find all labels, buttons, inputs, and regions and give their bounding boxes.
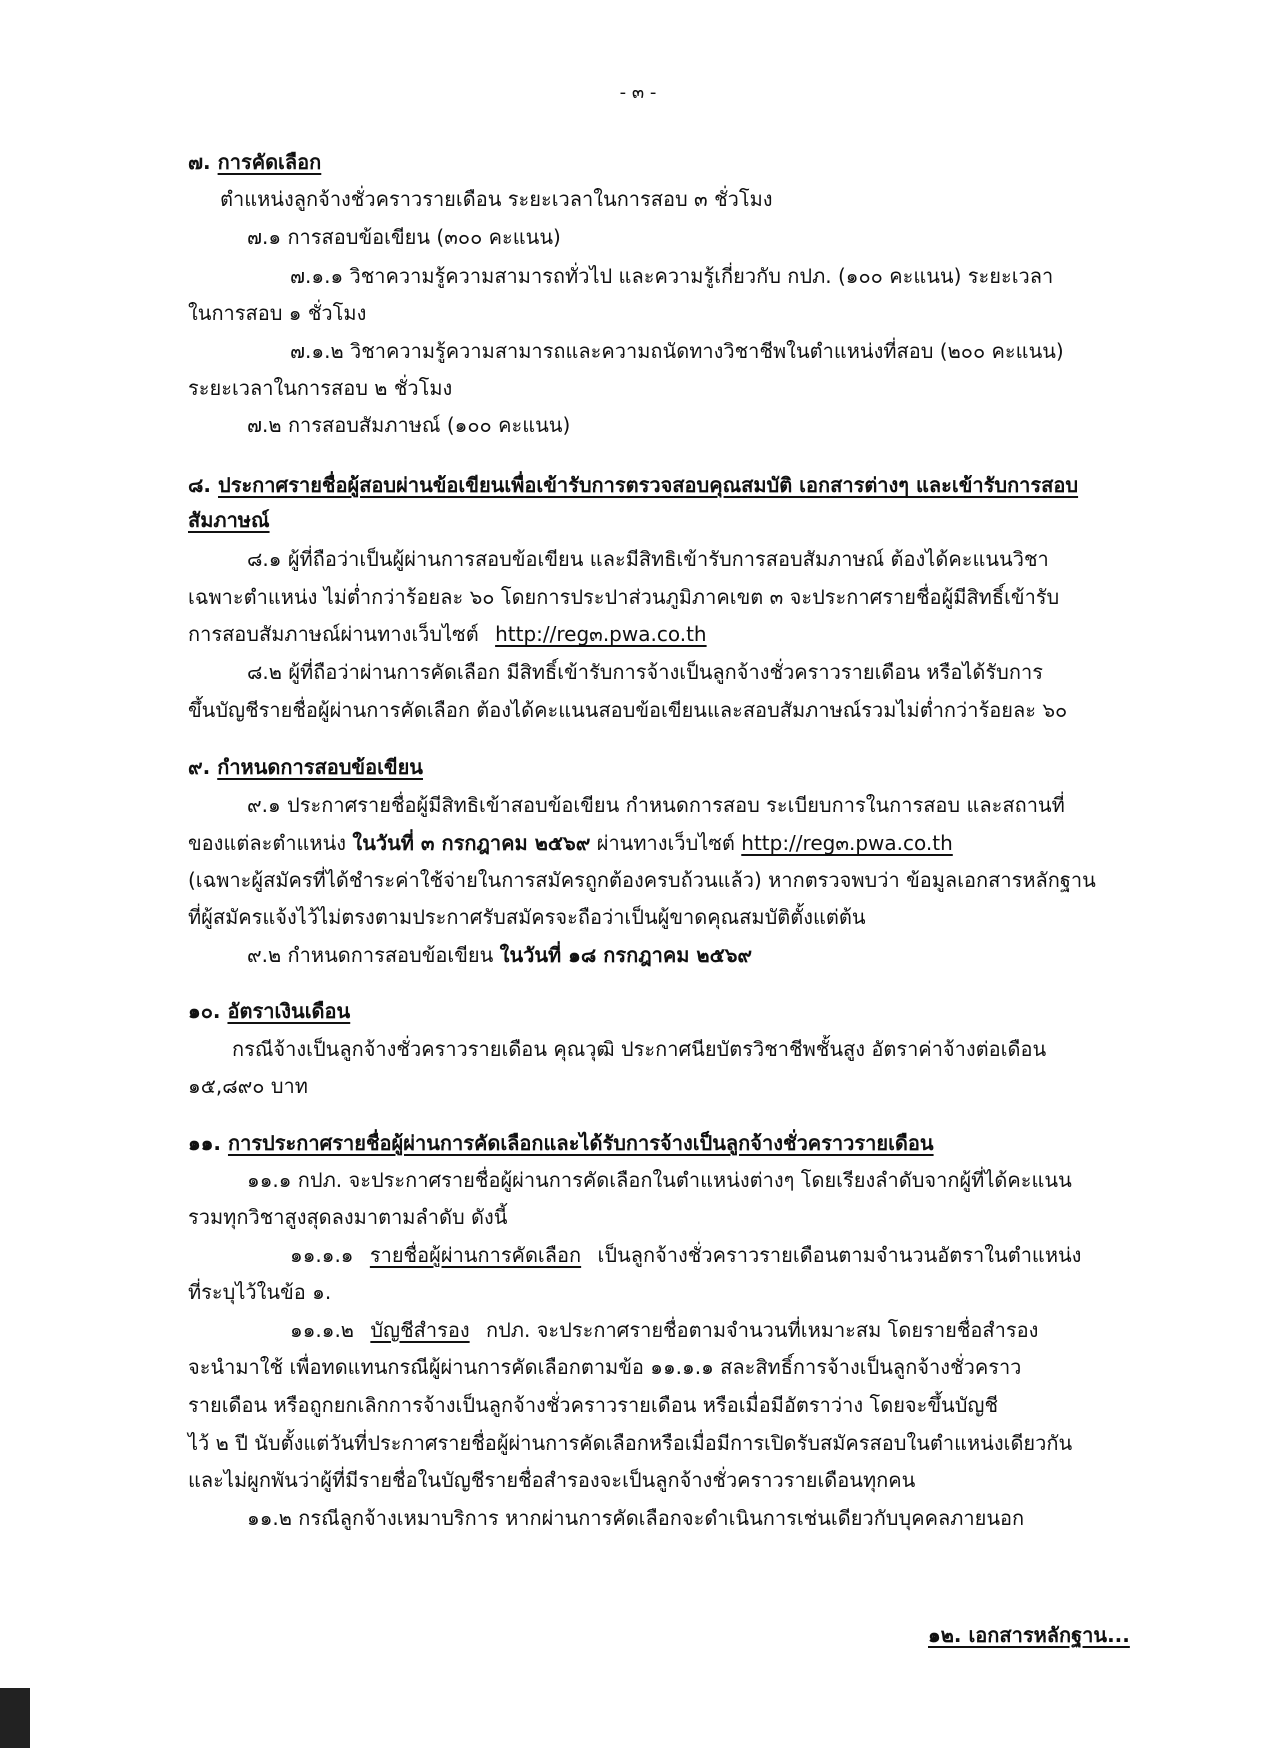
s11-1-2-number: ๑๑.๑.๒ [290,1318,354,1342]
s11-1-1-term: รายชื่อผู้ผ่านการคัดเลือก [369,1243,582,1267]
s11-1-2-term: บัญชีสำรอง [370,1318,470,1342]
s7-2-line: ๗.๒ การสอบสัมภาษณ์ (๑๐๐ คะแนน) [247,413,571,437]
s7-1-2-line-a [290,336,1132,366]
section-7-title: การคัดเลือก [217,150,322,174]
s8-2-line-a: ๘.๒ ผู้ที่ถือว่าผ่านการคัดเลือก มีสิทธิ์เข้ารับการจ้างเป็นลูกจ้างชั่วคราวรายเดือน หรือได้รับการ [247,660,1043,684]
section-9-number: ๙. [188,755,211,779]
s11-1-2-line-c: รายเดือน หรือถูกยกเลิกการจ้างเป็นลูกจ้างชั่วคราวรายเดือน หรือเมื่อมีอัตราว่าง โดยจะขึ้นบัญชี [188,1393,999,1417]
s10-line-b: ๑๕,๘๙๐ บาท [188,1074,308,1098]
s11-1-2-line-d: ไว้ ๒ ปี นับตั้งแต่วันที่ประกาศรายชื่อผู้ผ่านการคัดเลือกหรือเมื่อมีการเปิดรับสมัครสอบในตำแหน่งเดียวกัน [188,1431,1073,1455]
next-page-continuation: ๑๒. เอกสารหลักฐาน... [928,1623,1130,1647]
section-8-title-b: สัมภาษณ์ [188,508,270,532]
section-7-heading [188,147,321,177]
s7-1-2-line-b: ระยะเวลาในการสอบ ๒ ชั่วโมง [188,376,453,400]
s11-1-line-b: รวมทุกวิชาสูงสุดลงมาตามลำดับ ดังนี้ [188,1205,508,1229]
s8-2-line-b: ขึ้นบัญชีรายชื่อผู้ผ่านการคัดเลือก ต้องได้คะแนนสอบข้อเขียนและสอบสัมภาษณ์รวมไม่ต่ำกว่าร้อยละ ๖๐ [188,698,1068,722]
s11-1-2-line-b: จะนำมาใช้ เพื่อทดแทนกรณีผู้ผ่านการคัดเลือกตามข้อ ๑๑.๑.๑ สละสิทธิ์การจ้างเป็นลูกจ้างชั่วคราว [188,1355,1022,1379]
s8-1-text-c: การสอบสัมภาษณ์ผ่านทางเว็บไซต์ [188,622,479,646]
section-8-title-a: ประกาศรายชื่อผู้สอบผ่านข้อเขียนเพื่อเข้ารับการตรวจสอบคุณสมบัติ เอกสารต่างๆ และเข้ารับการสอบ [218,473,1079,497]
section-10-number: ๑๐. [188,999,221,1023]
section-8-heading-a [188,470,1132,500]
s9-website-link[interactable]: http://reg๓.pwa.co.th [741,831,953,855]
s7-1-1-text-a: ๗.๑.๑ วิชาความรู้ความสามารถทั่วไป และความรู้เกี่ยวกับ กปภ. (๑๐๐ คะแนน) ระยะเวลา [290,264,1054,288]
section-10-title: อัตราเงินเดือน [227,999,351,1023]
s8-1-line-a: ๘.๑ ผู้ที่ถือว่าเป็นผู้ผ่านการสอบข้อเขียน และมีสิทธิเข้ารับการสอบสัมภาษณ์ ต้องได้คะแนนวิชา [247,547,1049,571]
s7-1-1-line-b: ในการสอบ ๑ ชั่วโมง [188,301,367,325]
s9-1-line-a: ๙.๑ ประกาศรายชื่อผู้มีสิทธิเข้าสอบข้อเขียน กำหนดการสอบ ระเบียบการในการสอบ และสถานที่ [247,793,1065,817]
s9-1-line-c: (เฉพาะผู้สมัครที่ได้ชำระค่าใช้จ่ายในการสมัครถูกต้องครบถ้วนแล้ว) หากตรวจพบว่า ข้อมูลเอกสารหลักฐาน [188,868,1096,892]
s11-1-1-text: เป็นลูกจ้างชั่วคราวรายเดือนตามจำนวนอัตราในตำแหน่ง [597,1243,1082,1267]
s11-1-2-line-a [290,1315,1038,1345]
s11-1-2-text: กปภ. จะประกาศรายชื่อตามจำนวนที่เหมาะสม โดยรายชื่อสำรอง [485,1318,1039,1342]
s9-2-line [247,940,752,970]
s7-intro: ตำแหน่งลูกจ้างชั่วคราวรายเดือน ระยะเวลาในการสอบ ๓ ชั่วโมง [220,187,773,211]
s11-1-2-line-e: และไม่ผูกพันว่าผู้ที่มีรายชื่อในบัญชีรายชื่อสำรองจะเป็นลูกจ้างชั่วคราวรายเดือนทุกคน [188,1468,916,1492]
section-11-title: การประกาศรายชื่อผู้ผ่านการคัดเลือกและได้รับการจ้างเป็นลูกจ้างชั่วคราวรายเดือน [227,1131,934,1155]
scan-edge-shadow [0,1688,30,1748]
section-8-number: ๘. [188,473,212,497]
s8-1-line-c [188,619,707,649]
section-9-heading [188,752,423,782]
section-11-number: ๑๑. [188,1131,221,1155]
section-9-title: กำหนดการสอบข้อเขียน [217,755,423,779]
s8-website-link[interactable]: http://reg๓.pwa.co.th [495,622,707,646]
s11-1-1-number: ๑๑.๑.๑ [290,1243,354,1267]
s11-1-line-a: ๑๑.๑ กปภ. จะประกาศรายชื่อผู้ผ่านการคัดเลือกในตำแหน่งต่างๆ โดยเรียงลำดับจากผู้ที่ได้คะแนน [247,1168,1072,1192]
s11-2-line: ๑๑.๒ กรณีลูกจ้างเหมาบริการ หากผ่านการคัดเลือกจะดำเนินการเช่นเดียวกับบุคคลภายนอก [247,1506,1025,1530]
s7-1-2-text-a: ๗.๑.๒ วิชาความรู้ความสามารถและความถนัดทางวิชาชีพในตำแหน่งที่สอบ (๒๐๐ คะแนน) [290,339,1064,363]
section-11-heading [188,1128,934,1158]
s9-1-text-post: ผ่านทางเว็บไซต์ [596,831,735,855]
s9-1-text-pre: ของแต่ละตำแหน่ง [188,831,347,855]
s9-2-date: ในวันที่ ๑๘ กรกฎาคม ๒๕๖๙ [499,943,753,967]
page-number: - ๓ - [619,82,657,103]
s11-1-1-line-a [290,1240,1081,1270]
s9-1-date: ในวันที่ ๓ กรกฎาคม ๒๕๖๙ [352,831,591,855]
s11-1-1-line-b: ที่ระบุไว้ในข้อ ๑. [188,1280,332,1304]
section-7-number: ๗. [188,150,211,174]
s7-1-1-line-a [290,261,1132,291]
s10-line-a: กรณีจ้างเป็นลูกจ้างชั่วคราวรายเดือน คุณวุฒิ ประกาศนียบัตรวิชาชีพชั้นสูง อัตราค่าจ้างต่อเดือน [232,1037,1047,1061]
s9-2-text: ๙.๒ กำหนดการสอบข้อเขียน [247,943,494,967]
s9-1-line-d: ที่ผู้สมัครแจ้งไว้ไม่ตรงตามประกาศรับสมัครจะถือว่าเป็นผู้ขาดคุณสมบัติตั้งแต่ต้น [188,905,866,929]
s8-1-line-b: เฉพาะตำแหน่ง ไม่ต่ำกว่าร้อยละ ๖๐ โดยการประปาส่วนภูมิภาคเขต ๓ จะประกาศรายชื่อผู้มีสิทธิ์เข้ารับ [188,585,1060,609]
s9-1-line-b [188,828,953,858]
s7-1-line: ๗.๑ การสอบข้อเขียน (๓๐๐ คะแนน) [247,225,561,249]
section-10-heading [188,996,350,1026]
